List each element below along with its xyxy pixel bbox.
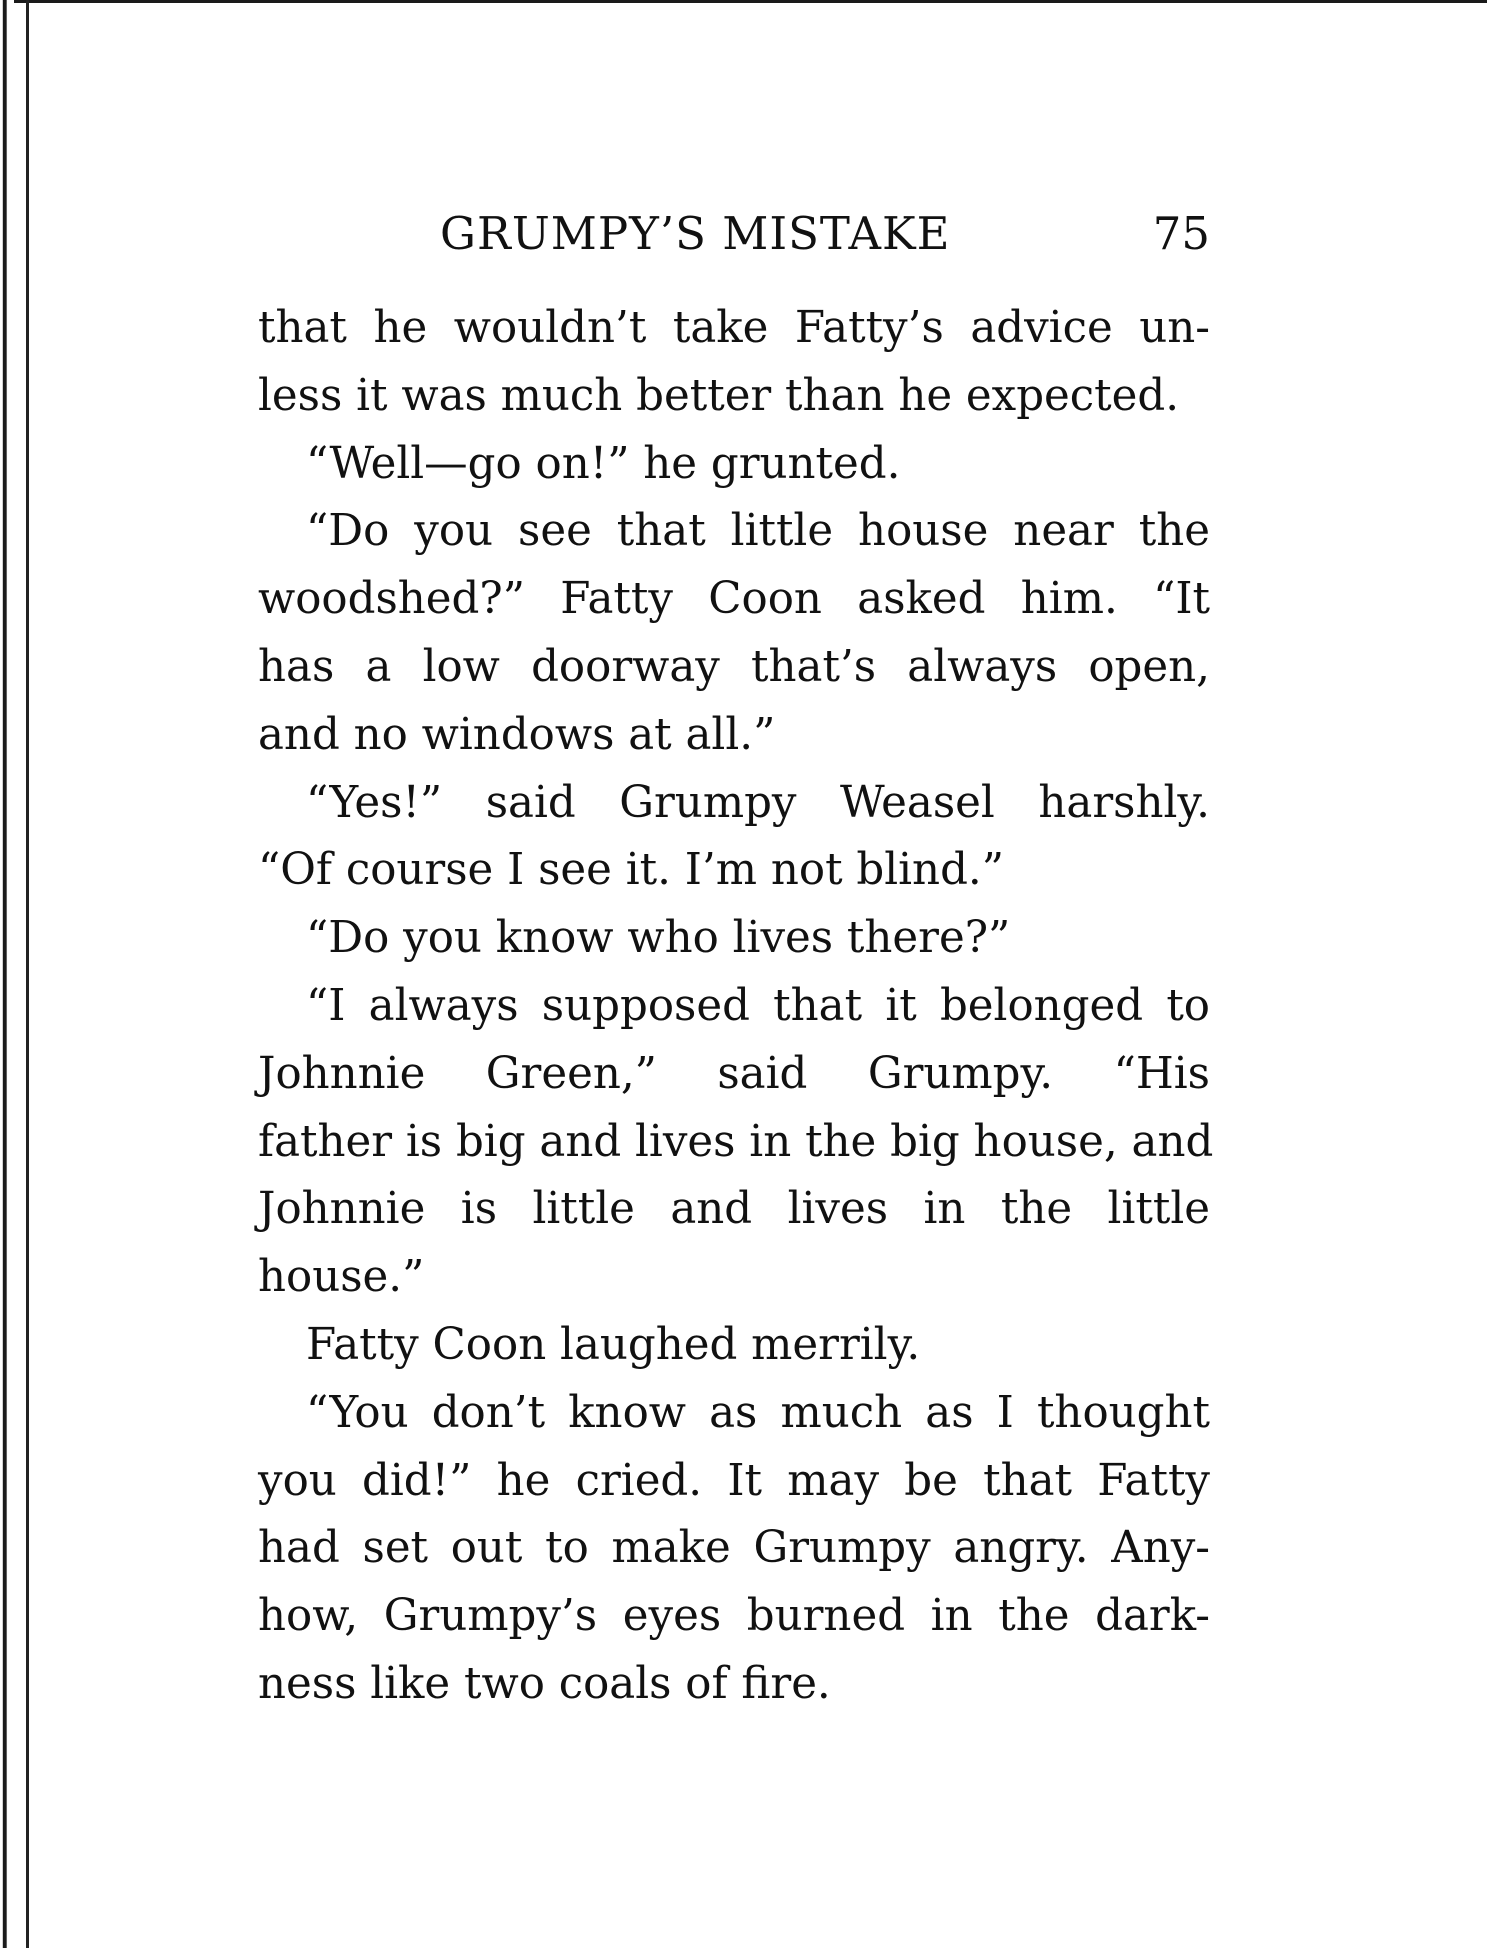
text-line: has a low doorway that’s always open, <box>258 641 1210 692</box>
scan-binding-edge <box>0 0 14 1948</box>
text-line: ness like two coals of fire. <box>258 1658 831 1709</box>
text-line: “I always supposed that it belonged to <box>306 980 1210 1031</box>
text-line: had set out to make Grumpy angry. Any- <box>258 1523 1210 1574</box>
text-line: “Well—go on!” he grunted. <box>306 438 901 489</box>
text-line: Johnnie Green,” said Grumpy. “His <box>258 1048 1210 1099</box>
text-line: father is big and lives in the big house, and <box>258 1116 1214 1167</box>
text-line: less it was much better than he expected. <box>258 370 1180 421</box>
running-head <box>258 200 1210 266</box>
body-text <box>258 295 1214 1719</box>
text-line: Fatty Coon laughed merrily. <box>306 1319 921 1370</box>
text-line: “Do you see that little house near the <box>306 506 1210 557</box>
text-line: that he wouldn’t take Fatty’s advice un- <box>258 303 1210 353</box>
running-title: GRUMPY’S MISTAKE <box>440 207 951 260</box>
scan-top-edge <box>0 0 1487 3</box>
text-line: “Do you know who lives there?” <box>306 913 1011 964</box>
text-line: Johnnie is little and lives in the little <box>258 1184 1210 1235</box>
page-number: 75 <box>1152 207 1210 260</box>
text-line: how, Grumpy’s eyes burned in the dark- <box>258 1591 1210 1642</box>
text-line: house.” <box>258 1252 425 1303</box>
text-line: “Yes!” said Grumpy Weasel harshly. <box>306 777 1210 828</box>
text-line: woodshed?” Fatty Coon asked him. “It <box>258 574 1210 625</box>
text-line: and no windows at all.” <box>258 709 776 760</box>
text-line: you did!” he cried. It may be that Fatty <box>258 1455 1210 1506</box>
text-line: “You don’t know as much as I thought <box>306 1387 1210 1438</box>
text-line: “Of course I see it. I’m not blind.” <box>258 845 1004 896</box>
